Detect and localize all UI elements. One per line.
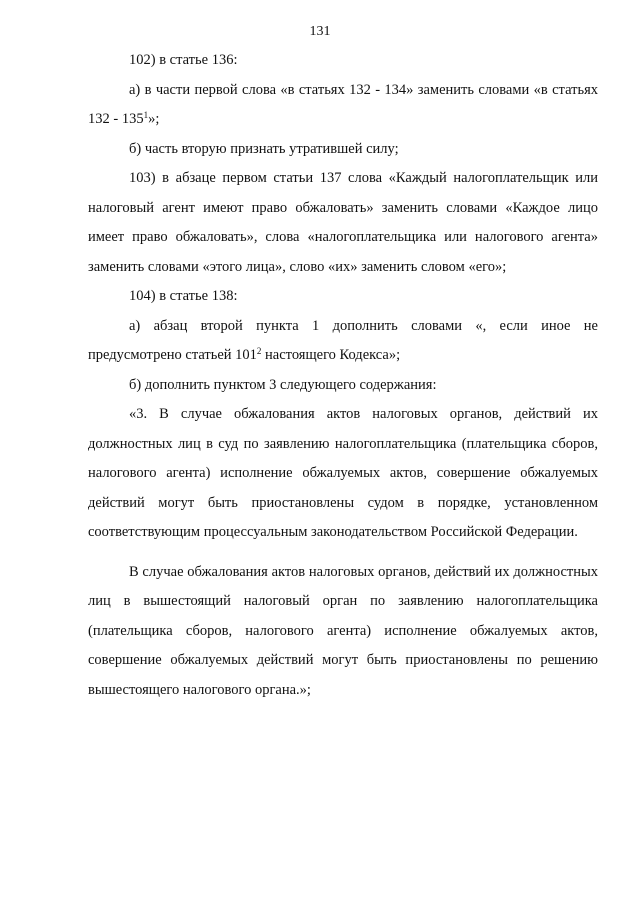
paragraph-text: »; xyxy=(148,111,160,127)
paragraph-p102 xyxy=(88,46,598,76)
paragraph-p104b xyxy=(88,371,598,401)
paragraph-text: 103) в абзаце первом статьи 137 слова «Каждый налогоплательщик или налоговый агент имеют право обжаловать» заменить словами «Каждое лицо имеет право обжаловать», слова «налогоплательщика или налогового агента» заменить словами «этого лица», слово «их» заменить словом «его»; xyxy=(88,170,598,275)
superscript: 1 xyxy=(143,110,149,120)
paragraph-p103 xyxy=(88,164,598,282)
paragraph-text: «3. В случае обжалования актов налоговых органов, действий их должностных лиц в суд по заявлению налогоплательщика (плательщика сборов, налогового агента) исполнение обжалуемых актов, совершение обжалуемых действий могут быть приостановлены судом в порядке, установленном соответствующим процессуальным законодательством Российской Федерации. xyxy=(88,406,598,540)
superscript: 2 xyxy=(256,346,262,356)
paragraph-p104a xyxy=(88,312,598,371)
paragraph-text: В случае обжалования актов налоговых органов, действий их должностных лиц в вышестоящий налоговый орган по заявлению налогоплательщика (плательщика сборов, налогового агента) исполнение обжалуемых актов, совершение обжалуемых действий могут быть приостановлены по решению вышестоящего налогового органа.»; xyxy=(88,563,598,698)
paragraph-p102b xyxy=(88,135,598,165)
paragraph-p3b xyxy=(88,558,598,706)
paragraph-p102a xyxy=(88,76,598,135)
paragraph-p104 xyxy=(88,282,598,312)
paragraph-text: настоящего Кодекса»; xyxy=(261,347,401,363)
document-body xyxy=(88,46,598,705)
paragraph-text: б) часть вторую признать утратившей силу; xyxy=(129,140,399,157)
paragraph-text: 104) в статье 138: xyxy=(129,288,238,304)
paragraph-p3 xyxy=(88,400,598,548)
paragraph-text: 102) в статье 136: xyxy=(129,52,238,68)
paragraph-text: а) абзац второй пункта 1 дополнить словами «, если иное не предусмотрено статьей 101 xyxy=(88,317,598,363)
paragraph-text: б) дополнить пунктом 3 следующего содержания: xyxy=(129,376,437,393)
paragraph-text: а) в части первой слова «в статьях 132 - 134» заменить словами «в статьях 132 - 135 xyxy=(88,81,598,127)
page-number: 131 xyxy=(309,24,331,39)
